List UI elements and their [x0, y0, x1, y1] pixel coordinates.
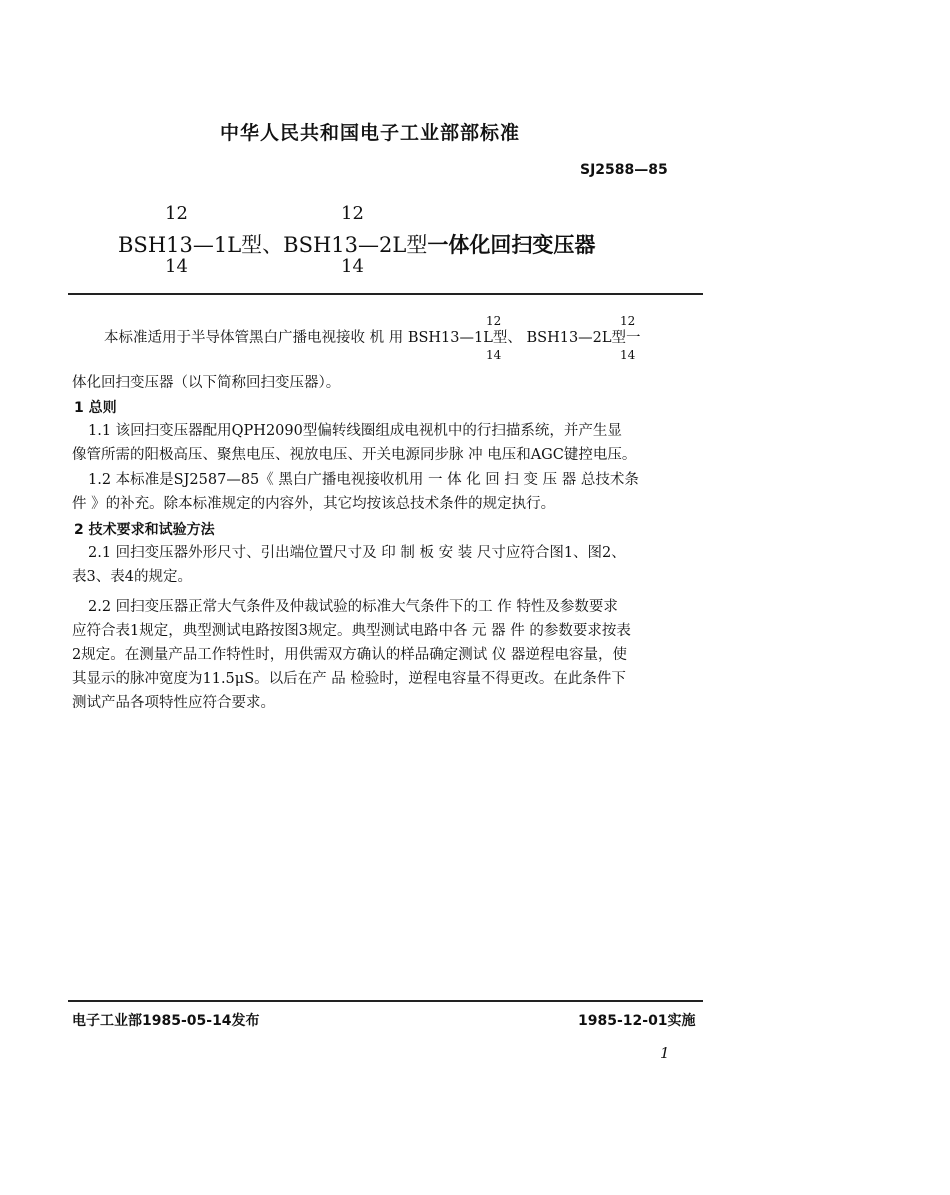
intro-subscript-a: 14: [486, 348, 502, 362]
section-2-heading: 2 技术要求和试验方法: [74, 522, 215, 538]
clause-2-2-line-5: 测试产品各项特性应符合要求。: [72, 695, 275, 711]
clause-2-1-line-2: 表3、表4的规定。: [72, 569, 192, 585]
title-model-b: BSH13—2L型: [283, 233, 428, 257]
clause-1-1-line-1: 1.1 该回扫变压器配用QPH2090型偏转线圈组成电视机中的行扫描系统，并产生显: [88, 423, 622, 439]
clause-2-2-line-2: 应符合表1规定，典型测试电路按图3规定。典型测试电路中各 元 器 件 的参数要求按表: [72, 623, 631, 639]
title-model-a: BSH13—1L型、: [118, 233, 284, 257]
title-rule: [68, 293, 703, 295]
clause-1-2-line-2: 件 》的补充。除本标准规定的内容外，其它均按该总技术条件的规定执行。: [72, 496, 556, 512]
issue-date: 电子工业部1985-05-14发布: [72, 1013, 260, 1029]
footer-rule: [68, 1000, 703, 1002]
standard-code: SJ2588—85: [580, 162, 668, 178]
page-number: 1: [660, 1044, 670, 1062]
title-superscript-b: 12: [341, 203, 364, 224]
clause-2-2-line-1: 2.2 回扫变压器正常大气条件及仲裁试验的标准大气条件下的工 作 特性及参数要求: [88, 599, 618, 615]
intro-subscript-b: 14: [620, 348, 636, 362]
title-subscript-b: 14: [341, 256, 364, 277]
intro-line-2: 体化回扫变压器（以下简称回扫变压器）。: [72, 375, 341, 391]
intro-superscript-b: 12: [620, 314, 636, 328]
clause-2-2-line-4: 其显示的脉冲宽度为11.5μS。以后在产 品 检验时，逆程电容量不得更改。在此条件下: [72, 671, 626, 687]
clause-1-1-line-2: 像管所需的阳极高压、聚焦电压、视放电压、开关电源同步脉 冲 电压和AGC键控电压。: [72, 447, 637, 463]
title-subscript-a: 14: [165, 256, 188, 277]
title-superscript-a: 12: [165, 203, 188, 224]
intro-line-1-text: 本标准适用于半导体管黑白广播电视接收 机 用: [104, 330, 404, 346]
intro-superscript-a: 12: [486, 314, 502, 328]
intro-line-1: [104, 328, 641, 348]
clause-2-2-line-3: 2规定。在测量产品工作特性时，用供需双方确认的样品确定测试 仪 器逆程电容量，使: [72, 647, 627, 663]
intro-model-b: BSH13—2L型一: [526, 330, 641, 346]
clause-2-1-line-1: 2.1 回扫变压器外形尺寸、引出端位置尺寸及 印 制 板 安 装 尺寸应符合图1、图2、: [88, 545, 626, 561]
intro-model-a: BSH13—1L型、: [407, 330, 522, 346]
effective-date: 1985-12-01实施: [578, 1013, 696, 1029]
document-title: [118, 229, 595, 259]
clause-1-2-line-1: 1.2 本标准是SJ2587—85《 黑白广播电视接收机用 一 体 化 回 扫 变 压 器 总技术条: [88, 472, 639, 488]
title-suffix: 一体化回扫变压器: [427, 233, 596, 257]
section-1-heading: 1 总则: [74, 400, 117, 416]
ministry-header: 中华人民共和国电子工业部部标准: [220, 122, 521, 144]
